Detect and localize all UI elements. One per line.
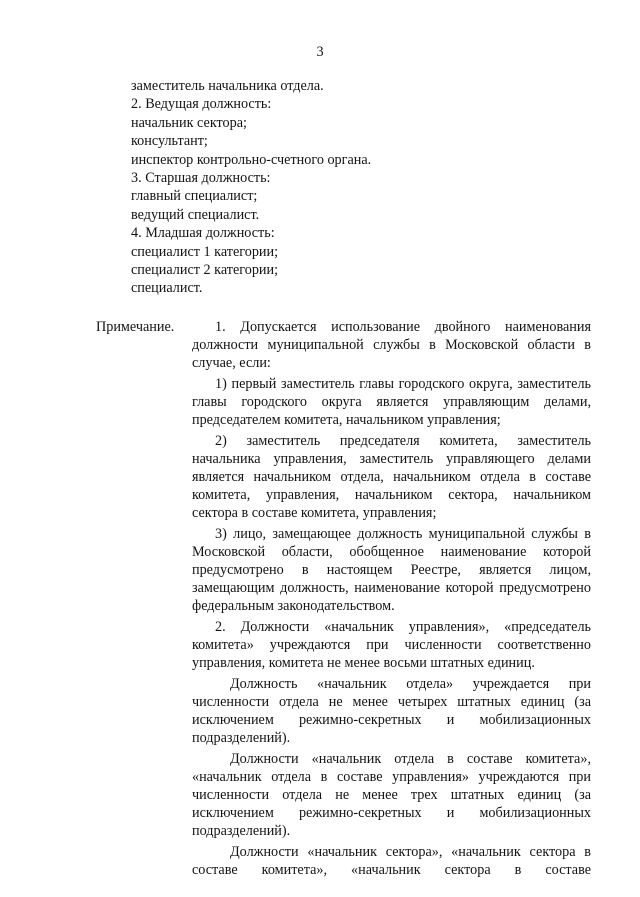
note-paragraph: 2) заместитель председателя комитета, заместитель начальника управления, заместитель управляющего делами является начальником отдела, начальником отдела в составе комитета, управления, начальником сектора, начальником сектора в составе комитета, управления; bbox=[192, 433, 591, 521]
list-item: консультант; bbox=[131, 133, 208, 150]
list-item: главный специалист; bbox=[131, 188, 258, 205]
note-paragraph: 3) лицо, замещающее должность муниципальной службы в Московской области, обобщенное наименование которой предусмотрено в настоящем Реестре, является лицом, замещающим должность, наименование которой предусмотрено федеральным законодательством. bbox=[192, 526, 591, 614]
note-body bbox=[192, 318, 591, 882]
list-item: 2. Ведущая должность: bbox=[131, 96, 272, 113]
list-item: начальник сектора; bbox=[131, 114, 247, 131]
list-item: инспектор контрольно-счетного органа. bbox=[131, 151, 372, 168]
note-paragraph: 1. Допускается использование двойного наименования должности муниципальной службы в Московской области в случае, если: bbox=[192, 319, 591, 371]
note-paragraph: Должности «начальник сектора», «начальник сектора в составе комитета», «начальник сектора в составе bbox=[192, 844, 591, 878]
list-item: 4. Младшая должность: bbox=[131, 225, 275, 242]
note-paragraph: 2. Должности «начальник управления», «председатель комитета» учреждаются при численности соответственно управления, комитета не менее восьми штатных единиц. bbox=[192, 619, 591, 671]
position-list bbox=[131, 77, 371, 298]
list-item: специалист 1 категории; bbox=[131, 243, 279, 260]
note-label: Примечание. bbox=[96, 319, 175, 335]
list-item: специалист 2 категории; bbox=[131, 261, 279, 278]
note-paragraph: 1) первый заместитель главы городского округа, заместитель главы городского округа является управляющим делами, председателем комитета, начальником управления; bbox=[192, 376, 591, 428]
list-item: 3. Старшая должность: bbox=[131, 169, 271, 186]
list-item: специалист. bbox=[131, 280, 203, 297]
list-item: заместитель начальника отдела. bbox=[131, 78, 324, 94]
note-paragraph: Должность «начальник отдела» учреждается при численности отдела не менее четырех штатных единиц (за исключением режимно-секретных и мобилизационных подразделений). bbox=[192, 676, 591, 746]
list-item: ведущий специалист. bbox=[131, 206, 260, 223]
note-paragraph: Должности «начальник отдела в составе комитета», «начальник отдела в составе управления» учреждаются при численности отдела не менее трех штатных единиц (за исключением режимно-секретных и мобилизационных подразделений). bbox=[192, 751, 591, 839]
page-number: 3 bbox=[316, 44, 324, 60]
